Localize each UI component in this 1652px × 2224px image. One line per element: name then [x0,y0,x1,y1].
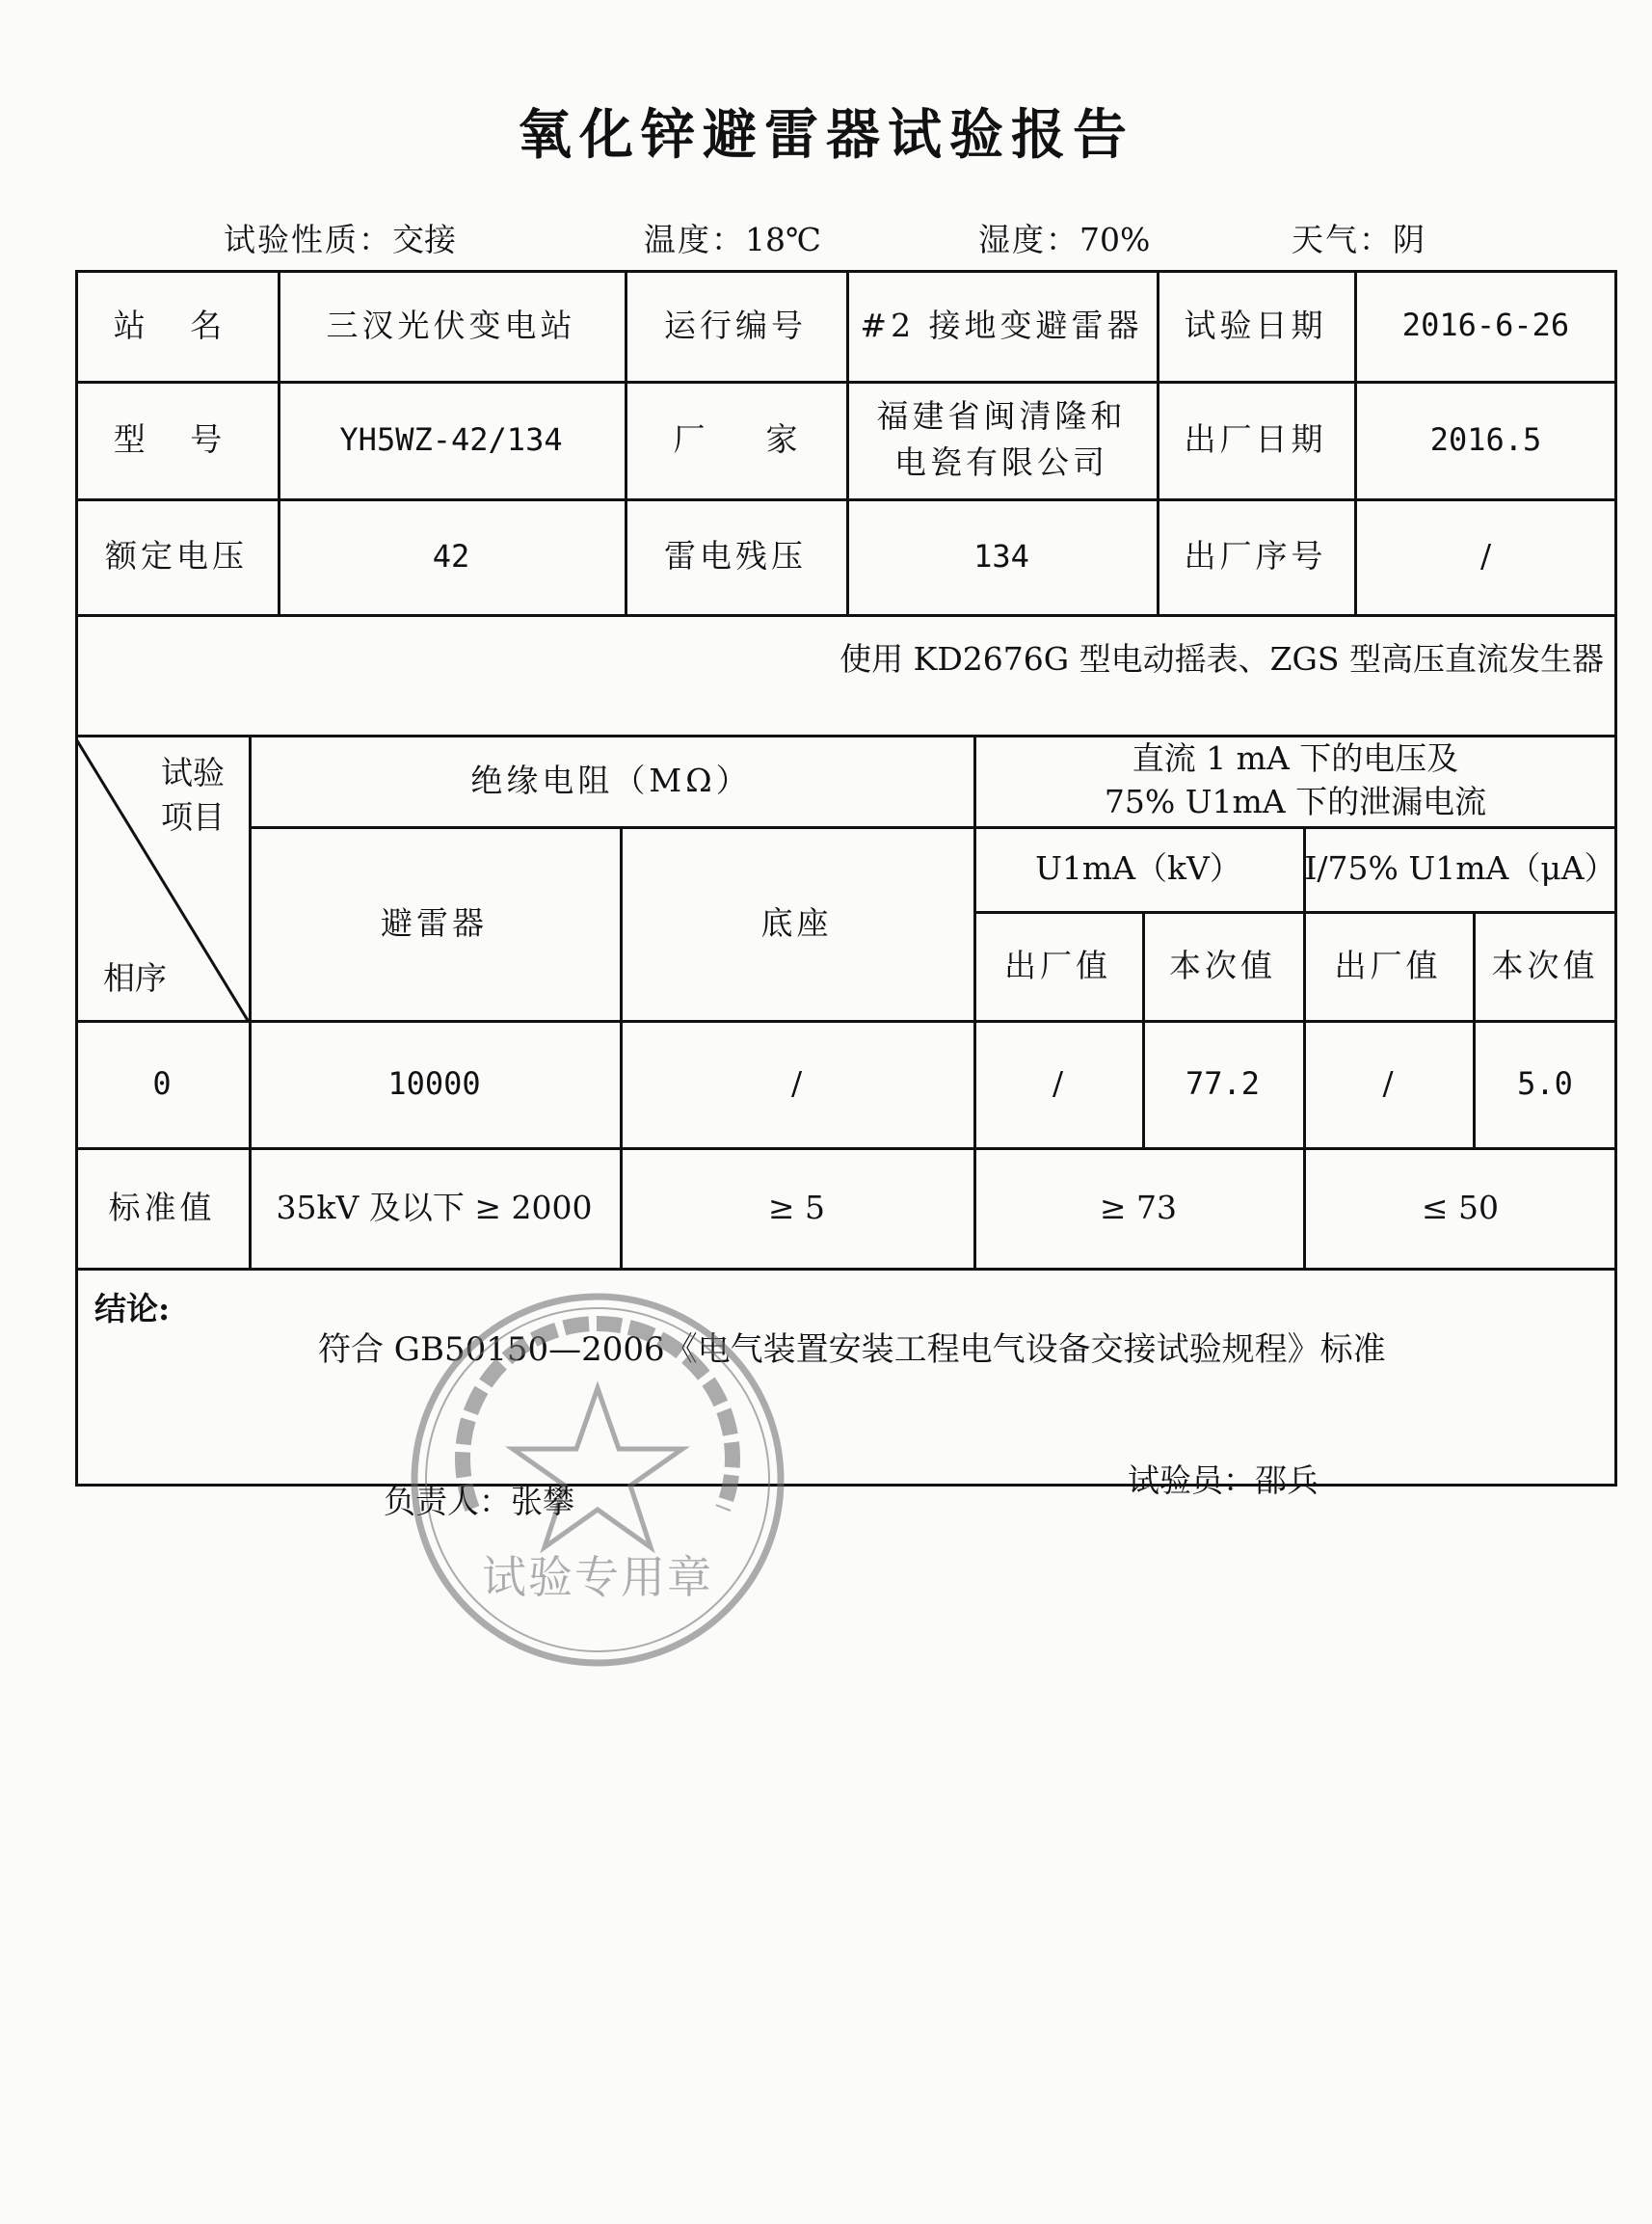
u1ma-current-value: 77.2 [1185,1064,1261,1102]
phase-value: 0 [152,1064,172,1102]
u1ma-current-header: 本次值 [1169,946,1276,984]
test-item-line-2: 项目 [161,798,225,836]
base-header: 底座 [760,903,833,942]
test-item-header [145,747,241,844]
mfg-date-label: 出厂日期 [1184,420,1327,459]
leakage-factory-value: / [1382,1064,1394,1103]
arrester-header: 避雷器 [381,903,488,942]
run-no-label: 运行编号 [664,306,807,344]
serial-label: 出厂序号 [1184,537,1327,576]
test-date-label: 试验日期 [1184,306,1327,344]
weather [1292,215,1425,260]
run-no-value: #2 接地变避雷器 [860,306,1143,344]
standard-label: 标准值 [108,1188,216,1226]
seal-center-text: 试验专用章 [482,1551,713,1603]
leakage-current-header: 本次值 [1491,946,1599,984]
standard-base: ≥ 5 [767,1188,826,1226]
test-nature-value: 交接 [392,221,456,258]
conclusion-text: 符合 GB50150—2006《电气装置安装工程电气设备交接试验规程》标准 [318,1330,1386,1369]
station-label: 站 名 [113,306,240,344]
u1ma-header: U1mA（kV） [1035,849,1241,888]
rated-voltage-label: 额定电压 [105,537,248,576]
mfg-date-value: 2016.5 [1429,420,1542,458]
temperature [644,215,821,260]
leakage-current-value: 5.0 [1517,1064,1573,1102]
arrester-ir-value: 10000 [387,1064,481,1102]
residual-voltage-label: 雷电残压 [664,537,807,576]
leakage-header: I/75% U1mA（μA） [1304,849,1616,888]
report-title: 氧化锌避雷器试验报告 [518,104,1134,167]
humidity-value: 70% [1079,221,1151,258]
humidity [978,215,1150,260]
humidity-label: 湿度： [978,221,1079,258]
u1ma-factory-header: 出厂值 [1004,946,1111,984]
temperature-value: 18℃ [745,221,821,258]
station-value: 三汊光伏变电站 [326,306,576,344]
tester-name: 邵兵 [1255,1461,1319,1499]
model-label: 型 号 [113,420,240,459]
row-divider [75,614,1617,617]
responsible-person [384,1477,574,1522]
rated-voltage-value: 42 [432,537,470,575]
test-item-line-1: 试验 [161,753,225,791]
responsible-label: 负责人： [384,1483,511,1520]
dc-test-line-2: 75% U1mA 下的泄漏电流 [1104,782,1487,820]
weather-label: 天气： [1292,221,1393,258]
standard-u1ma: ≥ 73 [1099,1188,1178,1226]
leakage-factory-header: 出厂值 [1334,946,1442,984]
maker-line-2: 电瓷有限公司 [894,443,1108,481]
conclusion-label: 结论: [94,1290,171,1327]
test-nature-label: 试验性质： [224,221,392,258]
test-date-value: 2016-6-26 [1401,307,1570,344]
maker-line-1: 福建省闽清隆和 [876,397,1127,436]
insulation-header: 绝缘电阻（MΩ） [470,761,752,799]
responsible-name: 张攀 [511,1483,574,1520]
temperature-label: 温度： [644,221,745,258]
standard-arrester: 35kV 及以下 ≥ 2000 [276,1188,593,1226]
test-nature [224,215,456,260]
row-divider [75,1268,1617,1271]
serial-value: / [1479,537,1492,576]
base-ir-value: / [790,1064,803,1103]
residual-voltage-value: 134 [973,537,1029,575]
phase-header: 相序 [103,959,167,998]
model-value: YH5WZ-42/134 [339,420,563,458]
weather-value: 阴 [1393,221,1425,258]
dc-test-header [973,735,1617,826]
tester-label: 试验员： [1128,1461,1255,1499]
dc-test-line-1: 直流 1 mA 下的电压及 [1132,738,1459,777]
tester [1128,1456,1319,1501]
u1ma-factory-value: / [1052,1064,1064,1103]
maker-value [846,381,1157,498]
standard-leakage: ≤ 50 [1421,1188,1500,1226]
instruments-used: 使用 KD2676G 型电动摇表、ZGS 型高压直流发生器 [839,640,1604,678]
maker-label: 厂 家 [673,420,798,459]
